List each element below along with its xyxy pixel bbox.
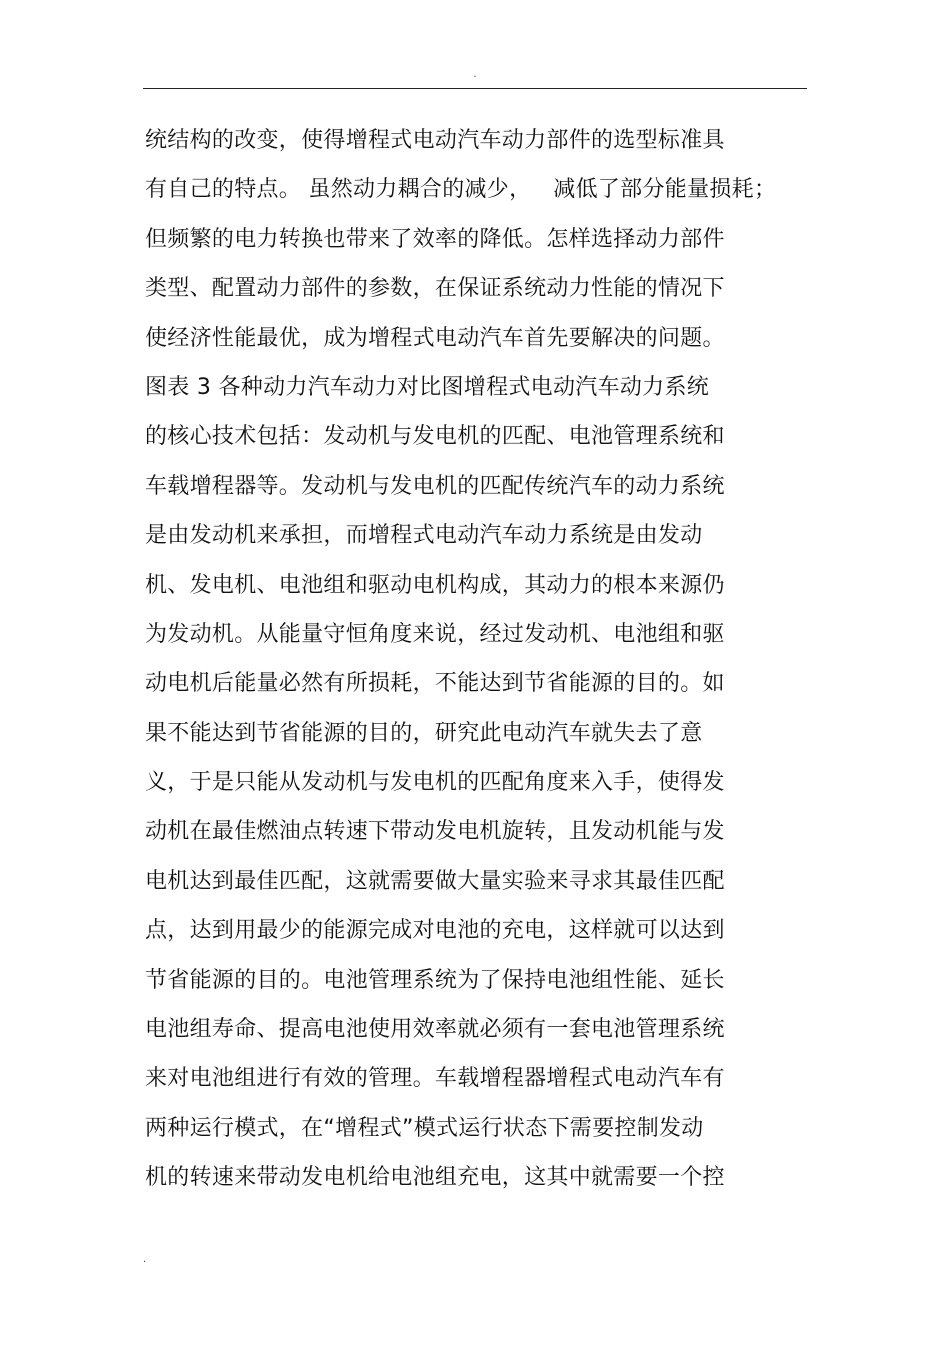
header-rule [143,88,807,89]
text-line: 类型、配置动力部件的参数，在保证系统动力性能的情况下 [145,276,725,302]
text-line: 机的转速来带动发电机给电池组充电，这其中就需要一个控 [145,1165,725,1191]
text-line: 点，达到用最少的能源完成对电池的充电，这样就可以达到 [145,918,725,944]
text-line: 有自己的特点。 虽然动力耦合的减少， 减低了部分能量损耗； [145,177,777,203]
text-line: 机、发电机、电池组和驱动电机构成，其动力的根本来源仍 [145,572,725,598]
text-line: 车载增程器等。发动机与发电机的匹配传统汽车的动力系统 [145,473,725,499]
text-line: 电机达到最佳匹配，这就需要做大量实验来寻求其最佳匹配 [145,868,725,894]
text-line: 为发动机。从能量守恒角度来说，经过发动机、电池组和驱 [145,621,725,647]
text-line: 是由发动机来承担，而增程式电动汽车动力系统是由发动 [145,523,703,549]
text-line: 电池组寿命、提高电池使用效率就必须有一套电池管理系统 [145,1017,725,1043]
text-line: 动电机后能量必然有所损耗，不能达到节省能源的目的。如 [145,671,725,697]
text-line: 果不能达到节省能源的目的，研究此电动汽车就失去了意 [145,720,703,746]
text-line: 使经济性能最优，成为增程式电动汽车首先要解决的问题。 [145,325,725,351]
text-line: 图表 3 各种动力汽车动力对比图增程式电动汽车动力系统 [145,374,710,400]
text-line: 的核心技术包括：发动机与发电机的匹配、电池管理系统和 [145,424,725,450]
text-line: 来对电池组进行有效的管理。车载增程器增程式电动汽车有 [145,1066,725,1092]
text-line: 但频繁的电力转换也带来了效率的降低。怎样选择动力部件 [145,226,725,252]
header-dot: . [473,69,477,80]
footer-dot: . [143,1254,147,1265]
text-line: 统结构的改变，使得增程式电动汽车动力部件的选型标准具 [145,128,725,153]
text-line: 节省能源的目的。电池管理系统为了保持电池组性能、延长 [145,967,725,993]
text-line: 义，于是只能从发动机与发电机的匹配角度来入手，使得发 [145,770,725,796]
text-line: 动机在最佳燃油点转速下带动发电机旋转，且发动机能与发 [145,819,725,845]
text-line: 两种运行模式，在“增程式”模式运行状态下需要控制发动 [145,1115,704,1141]
document-body [145,121,805,1208]
